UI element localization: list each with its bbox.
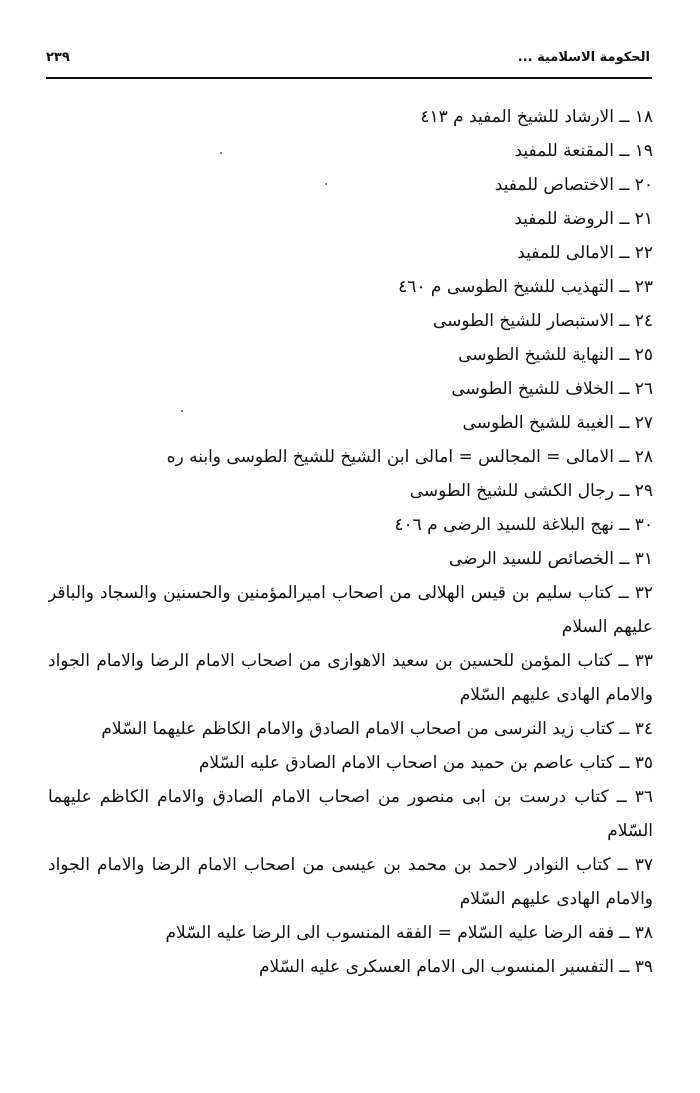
bibliography-entry: ٢٢ ــ الامالى للمفيد — [517, 243, 653, 263]
header-rule — [46, 77, 652, 79]
bibliography-entry: ٢٣ ــ التهذيب للشيخ الطوسى م ٤٦٠ — [398, 277, 653, 297]
page-header — [46, 50, 650, 72]
bibliography-entry: ٣٥ ــ كتاب عاصم بن حميد من اصحاب الامام الصادق عليه السّلام — [198, 753, 653, 773]
scan-speck — [220, 152, 222, 154]
bibliography-entry: ٢٩ ــ رجال الكشى للشيخ الطوسى — [409, 481, 653, 501]
bibliography-list — [48, 100, 653, 984]
bibliography-entry: ٢٠ ــ الاختصاص للمفيد — [494, 175, 653, 195]
bibliography-entry: ٣٨ ــ فقه الرضا عليه السّلام = الفقه المنسوب الى الرضا عليه السّلام — [165, 923, 653, 943]
bibliography-entry: ٢٧ ــ الغيبة للشيخ الطوسى — [462, 413, 653, 433]
bibliography-entry: ٣٤ ــ كتاب زيد النرسى من اصحاب الامام الصادق والامام الكاظم عليهما السّلام — [101, 719, 653, 739]
bibliography-entry: ٣٦ ــ كتاب درست بن ابى منصور من اصحاب الامام الصادق والامام الكاظم عليهما السّلام — [48, 787, 653, 841]
bibliography-entry: ٣٧ ــ كتاب النوادر لاحمد بن محمد بن عيسى من اصحاب الامام الرضا والامام الجواد والامام الهادى عليهم السّلام — [48, 855, 653, 909]
bibliography-entry: ٣١ ــ الخصائص للسيد الرضى — [448, 549, 653, 569]
scan-speck — [181, 410, 183, 412]
running-title: الحكومة الاسلامية ... — [517, 50, 650, 65]
bibliography-entry: ٢٤ ــ الاستبصار للشيخ الطوسى — [432, 311, 653, 331]
bibliography-entry: ٢٥ ــ النهاية للشيخ الطوسى — [458, 345, 653, 365]
bibliography-entry: ٣٢ ــ كتاب سليم بن قيس الهلالى من اصحاب اميرالمؤمنين والحسنين والسجاد والباقر عليهم السلام — [48, 583, 653, 637]
page-number: ٢٣٩ — [46, 50, 70, 65]
bibliography-entry: ١٩ ــ المقنعة للمفيد — [514, 141, 653, 161]
bibliography-entry: ١٨ ــ الارشاد للشيخ المفيد م ٤١٣ — [420, 107, 653, 127]
bibliography-entry: ٢٦ ــ الخلاف للشيخ الطوسى — [451, 379, 653, 399]
bibliography-entry: ٢٨ ــ الامالى = المجالس = امالى ابن الشيخ للشيخ الطوسى وابنه ره — [166, 447, 653, 467]
bibliography-entry: ٣٣ ــ كتاب المؤمن للحسين بن سعيد الاهوازى من اصحاب الامام الرضا والامام الجواد والامام الهادى عليهم السّلام — [48, 651, 653, 705]
bibliography-entry: ٣٩ ــ التفسير المنسوب الى الامام العسكرى عليه السّلام — [259, 957, 653, 977]
bibliography-entry: ٢١ ــ الروضة للمفيد — [514, 209, 653, 229]
bibliography-entry: ٣٠ ــ نهج البلاغة للسيد الرضى م ٤٠٦ — [394, 515, 653, 535]
scan-speck — [325, 183, 327, 185]
